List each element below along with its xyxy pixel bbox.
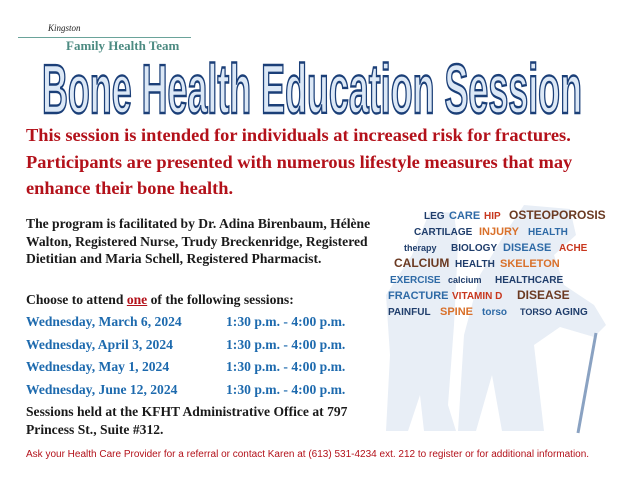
word-cloud-word: TORSO (520, 307, 552, 317)
choose-emphasis: one (126, 292, 148, 307)
word-cloud-word: LEG (424, 211, 445, 222)
session-item (26, 337, 371, 357)
word-cloud-word: ACHE (559, 243, 588, 254)
session-time: 1:30 p.m. - 4:00 p.m. (226, 337, 346, 352)
word-cloud-word: HEALTH (528, 227, 568, 238)
word-cloud-word: FRACTURE (388, 290, 449, 302)
word-cloud-word: BIOLOGY (451, 243, 498, 254)
word-cloud-word: AGING (555, 307, 588, 318)
word-cloud-word: calcium (448, 275, 482, 285)
session-time: 1:30 p.m. - 4:00 p.m. (226, 314, 346, 329)
session-time: 1:30 p.m. - 4:00 p.m. (226, 359, 346, 374)
intro-paragraph: This session is intended for individuals at increased risk for fractures. Participants are presented with numerous lifestyle measures that may enhance their bone health. (26, 125, 573, 198)
cane-shape (578, 333, 596, 433)
word-cloud-word: VITAMIN D (452, 291, 503, 302)
session-date: Wednesday, May 1, 2024 (26, 359, 170, 374)
word-cloud-word: PAINFUL (388, 307, 431, 318)
word-cloud-word: torso (482, 307, 507, 318)
word-cloud-word: INJURY (479, 226, 519, 238)
session-date: Wednesday, March 6, 2024 (26, 314, 182, 329)
word-cloud-word: CARE (449, 210, 481, 222)
word-cloud-word: HIP (484, 211, 501, 222)
word-cloud-word: SPINE (440, 306, 474, 318)
session-date: Wednesday, June 12, 2024 (26, 382, 178, 397)
word-cloud-word: DISEASE (517, 288, 570, 302)
facilitators-paragraph: The program is facilitated by Dr. Adina Birenbaum, Hélène Walton, Registered Nurse, Trudy Breckenridge, Registered Dietitian and Maria Schell, Registered Pharmacist. (26, 216, 371, 267)
page-title-text: Bone Health Education Session (42, 56, 582, 120)
page-title (38, 56, 588, 120)
word-cloud-word: CALCIUM (394, 256, 450, 270)
session-item (26, 382, 371, 402)
session-date: Wednesday, April 3, 2024 (26, 337, 173, 352)
word-cloud-word: therapy (404, 243, 437, 253)
word-cloud-word: HEALTH (455, 259, 495, 270)
word-cloud-word: DISEASE (503, 242, 552, 254)
word-cloud-word: OSTEOPOROSIS (509, 208, 606, 222)
choose-text-after: of the following sessions: (147, 292, 294, 307)
session-item (26, 314, 371, 334)
word-cloud-seniors-illustration (384, 205, 620, 441)
word-cloud-word: CARTILAGE (414, 227, 473, 238)
word-cloud-word: SKELETON (500, 258, 560, 270)
logo-kingston: Kingston (48, 23, 81, 33)
choose-session-heading (26, 291, 294, 309)
word-cloud-word: HEALTHCARE (495, 275, 564, 286)
venue-paragraph: Sessions held at the KFHT Administrative Office at 797 Princess St., Suite #312. (26, 404, 348, 437)
footer-contact: Ask your Health Care Provider for a referral or contact Karen at (613) 531-4234 ext. 212 to register or for additional information. (26, 449, 590, 460)
session-item (26, 359, 371, 379)
logo-family-health-team: Family Health Team (66, 38, 180, 53)
choose-text-before: Choose to attend (26, 292, 127, 307)
word-cloud-word: EXERCISE (390, 275, 441, 286)
session-time: 1:30 p.m. - 4:00 p.m. (226, 382, 346, 397)
